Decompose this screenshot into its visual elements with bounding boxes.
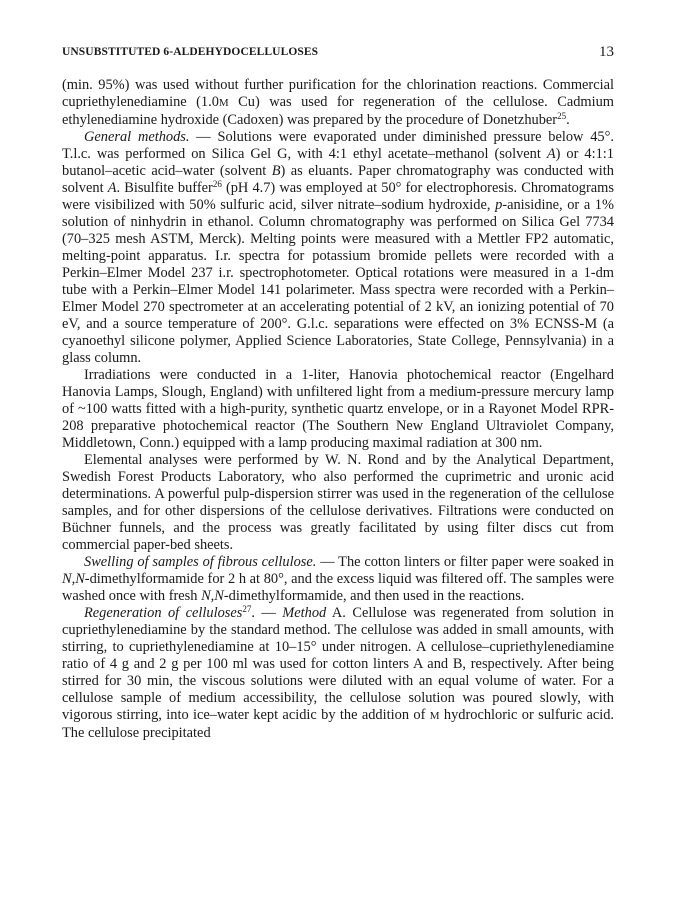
italic-run: A <box>107 180 117 196</box>
running-head: UNSUBSTITUTED 6-ALDEHYDOCELLULOSES <box>62 46 319 58</box>
reference-superscript: 25 <box>557 111 567 121</box>
small-caps-run: M <box>218 97 229 109</box>
italic-run: Swelling of samples of fibrous cellulose. <box>84 554 317 570</box>
italic-run: Method <box>282 605 327 621</box>
text-run: -dimethylformamide, and then used in the reactions. <box>223 588 525 604</box>
text-run: hydrochloric or sulfuric acid. The cellulose precipitated <box>62 707 615 741</box>
text-run: -dimethylformamide for 2 h at 80°, and the excess liquid was filtered off. The samples were washed once with fresh <box>62 571 614 604</box>
italic-run: General methods. <box>84 129 190 145</box>
text-run: Irradiations were conducted in a 1-liter, Hanovia photochemical reactor (Engelhard Hanovia Lamps, Slough, England) with unfiltered light from a medium-pressure mercury lamp of ~100 watts fitted with a high-purity, synthetic quartz envelope, or in a Rayonet Model RPR-208 preparative photochemical reactor (The Southern New England Ultraviolet Company, Middletown, Conn.) equipped with a lamp producing maximal radiation at 300 nm. <box>62 367 614 451</box>
text-run: (min. 95%) was used without further purification for the chlorination reactions. Commercial cupriethylenediamine (1.0 <box>62 77 614 110</box>
italic-run: B <box>271 163 281 179</box>
text-run: Cu) was used for regeneration of the cellulose. Cadmium ethylenediamine hydroxide (Cadoxen) was prepared by the procedure of Donetzhuber <box>62 94 614 128</box>
italic-run: N,N <box>62 571 85 587</box>
text-run: . — <box>251 605 283 621</box>
text-run: (pH 4.7) was employed at 50° for electrophoresis. Chromatograms were visibilized with 50% sulfuric acid, silver nitrate–sodium hydroxide, <box>62 180 614 213</box>
body-text <box>62 77 614 742</box>
paragraph-reagents <box>62 77 614 129</box>
paragraph-irradiations <box>62 367 614 452</box>
page-header <box>62 44 614 64</box>
paragraph-regeneration <box>62 605 614 742</box>
text-run: -anisidine, or a 1% solution of ninhydrin in ethanol. Column chromatography was performed on Silica Gel 7734 (70–325 mesh ASTM, Merck). Melting points were measured with a Mettler FP2 automatic, melting-point apparatus. I.r. spectra for potassium bromide pellets were recorded with a Perkin–Elmer Model 237 i.r. spectrophotometer. Optical rotations were measured in a 1-dm tube with a Perkin–Elmer Model 141 polarimeter. Mass spectra were recorded with a Perkin–Elmer Model 270 spectrometer at an accelerating potential of 2 kV, an ionizing potential of 70 eV, and a source temperature of 200°. G.l.c. separations were effected on 3% ECNSS-M (a cyanoethyl silicone polymer, Applied Science Laboratories, State College, Pennsylvania) in a glass column. <box>62 197 614 366</box>
text-run: Elemental analyses were performed by W. N. Rond and by the Analytical Department, Swedish Forest Products Laboratory, who also performed the cuprimetric and uronic acid determinations. A powerful pulp-dispersion stirrer was used in the regeneration of the cellulose samples, and for other dispersions of the cellulose derivatives. Filtrations were conducted on Büchner funnels, and the process was greatly facilitated by using filter discs cut from commercial paper-bed sheets. <box>62 452 614 553</box>
page-number: 13 <box>599 44 614 60</box>
italic-run: N,N <box>201 588 224 604</box>
italic-run: Regeneration of celluloses <box>84 605 243 621</box>
paragraph-general-methods <box>62 129 614 367</box>
paragraph-elemental-analyses <box>62 452 614 554</box>
italic-run: p <box>495 197 503 213</box>
text-run: A. Cellulose was regenerated from solution in cupriethylenediamine by the standard method. The cellulose was added in small amounts, with stirring, to cupriethylenediamine at 10–15° under nitrogen. A cellulose–cupriethylenediamine ratio of 4 g and 2 g per 100 ml was used for cotton linters A and B, respectively. After being stirred for 30 min, the viscous solutions were diluted with an equal volume of water. For a cellulose sample of medium accessibility, the cellulose solution was poured slowly, with vigorous stirring, into ice–water kept acidic by the addition of <box>62 605 615 723</box>
reference-superscript: 27 <box>242 604 252 614</box>
text-run: . Bisulfite buffer <box>116 180 213 196</box>
text-run: — The cotton linters or filter paper were soaked in <box>316 554 614 570</box>
text-run: ) as eluants. Paper chromatography was conducted with solvent <box>62 163 615 196</box>
small-caps-run: M <box>429 710 440 722</box>
reference-superscript: 26 <box>212 179 222 189</box>
text-run: . <box>566 112 570 128</box>
text-run: ) or 4:1:1 butanol–acetic acid–water (solvent <box>62 146 614 179</box>
text-run: — Solutions were evaporated under diminished pressure below 45°. T.l.c. was performed on Silica Gel G, with 4:1 ethyl acetate–methanol (solvent <box>62 129 614 162</box>
italic-run: A <box>546 146 556 162</box>
paragraph-swelling <box>62 554 614 605</box>
